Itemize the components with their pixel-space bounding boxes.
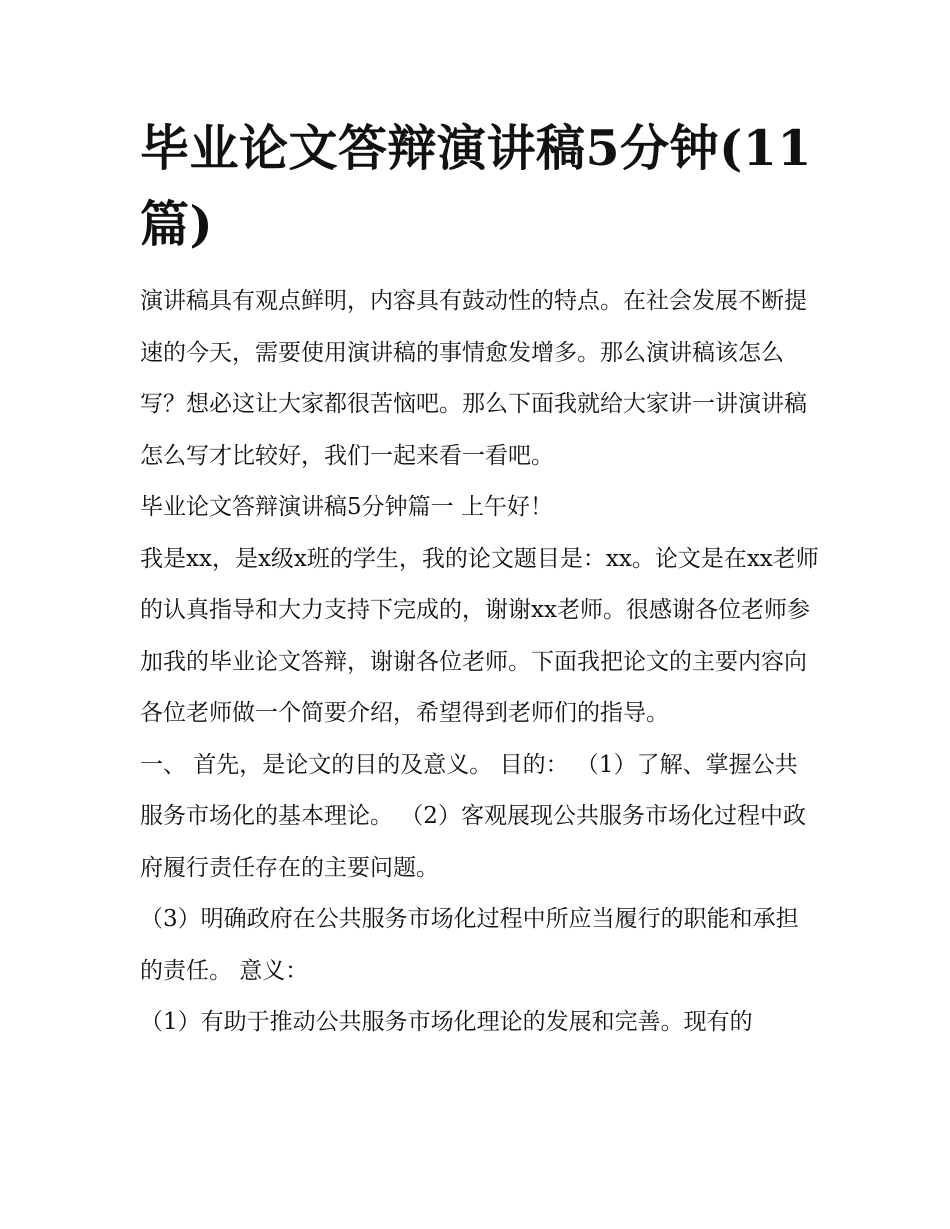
document-page xyxy=(140,110,820,1049)
intro-paragraph: 演讲稿具有观点鲜明，内容具有鼓动性的特点。在社会发展不断提速的今天，需要使用演讲稿的事情愈发增多。那么演讲稿该怎么写？想必这让大家都很苦恼吧。那么下面我就给大家讲一讲演讲稿怎么写才比较好，我们一起来看一看吧。 xyxy=(140,288,807,469)
responsibility-paragraph: （3）明确政府在公共服务市场化过程中所应当履行的职能和承担的责任。 意义： xyxy=(140,906,799,984)
self-introduction-paragraph: 我是xx，是x级x班的学生，我的论文题目是：xx。论文是在xx老师的认真指导和大力支持下完成的，谢谢xx老师。很感谢各位老师参加我的毕业论文答辩，谢谢各位老师。下面我把论文的主要内容向各位老师做一个简要介绍，希望得到老师们的指导。 xyxy=(140,545,819,726)
document-title: 毕业论文答辩演讲稿5分钟(11篇) xyxy=(140,119,812,253)
purpose-paragraph: 一、 首先，是论文的目的及意义。 目的： （1）了解、掌握公共服务市场化的基本理论。 （2）客观展现公共服务市场化过程中政府履行责任存在的主要问题。 xyxy=(140,751,806,881)
significance-paragraph: （1）有助于推动公共服务市场化理论的发展和完善。现有的 xyxy=(140,1009,753,1035)
section-heading-paragraph: 毕业论文答辩演讲稿5分钟篇一 上午好！ xyxy=(140,494,553,520)
